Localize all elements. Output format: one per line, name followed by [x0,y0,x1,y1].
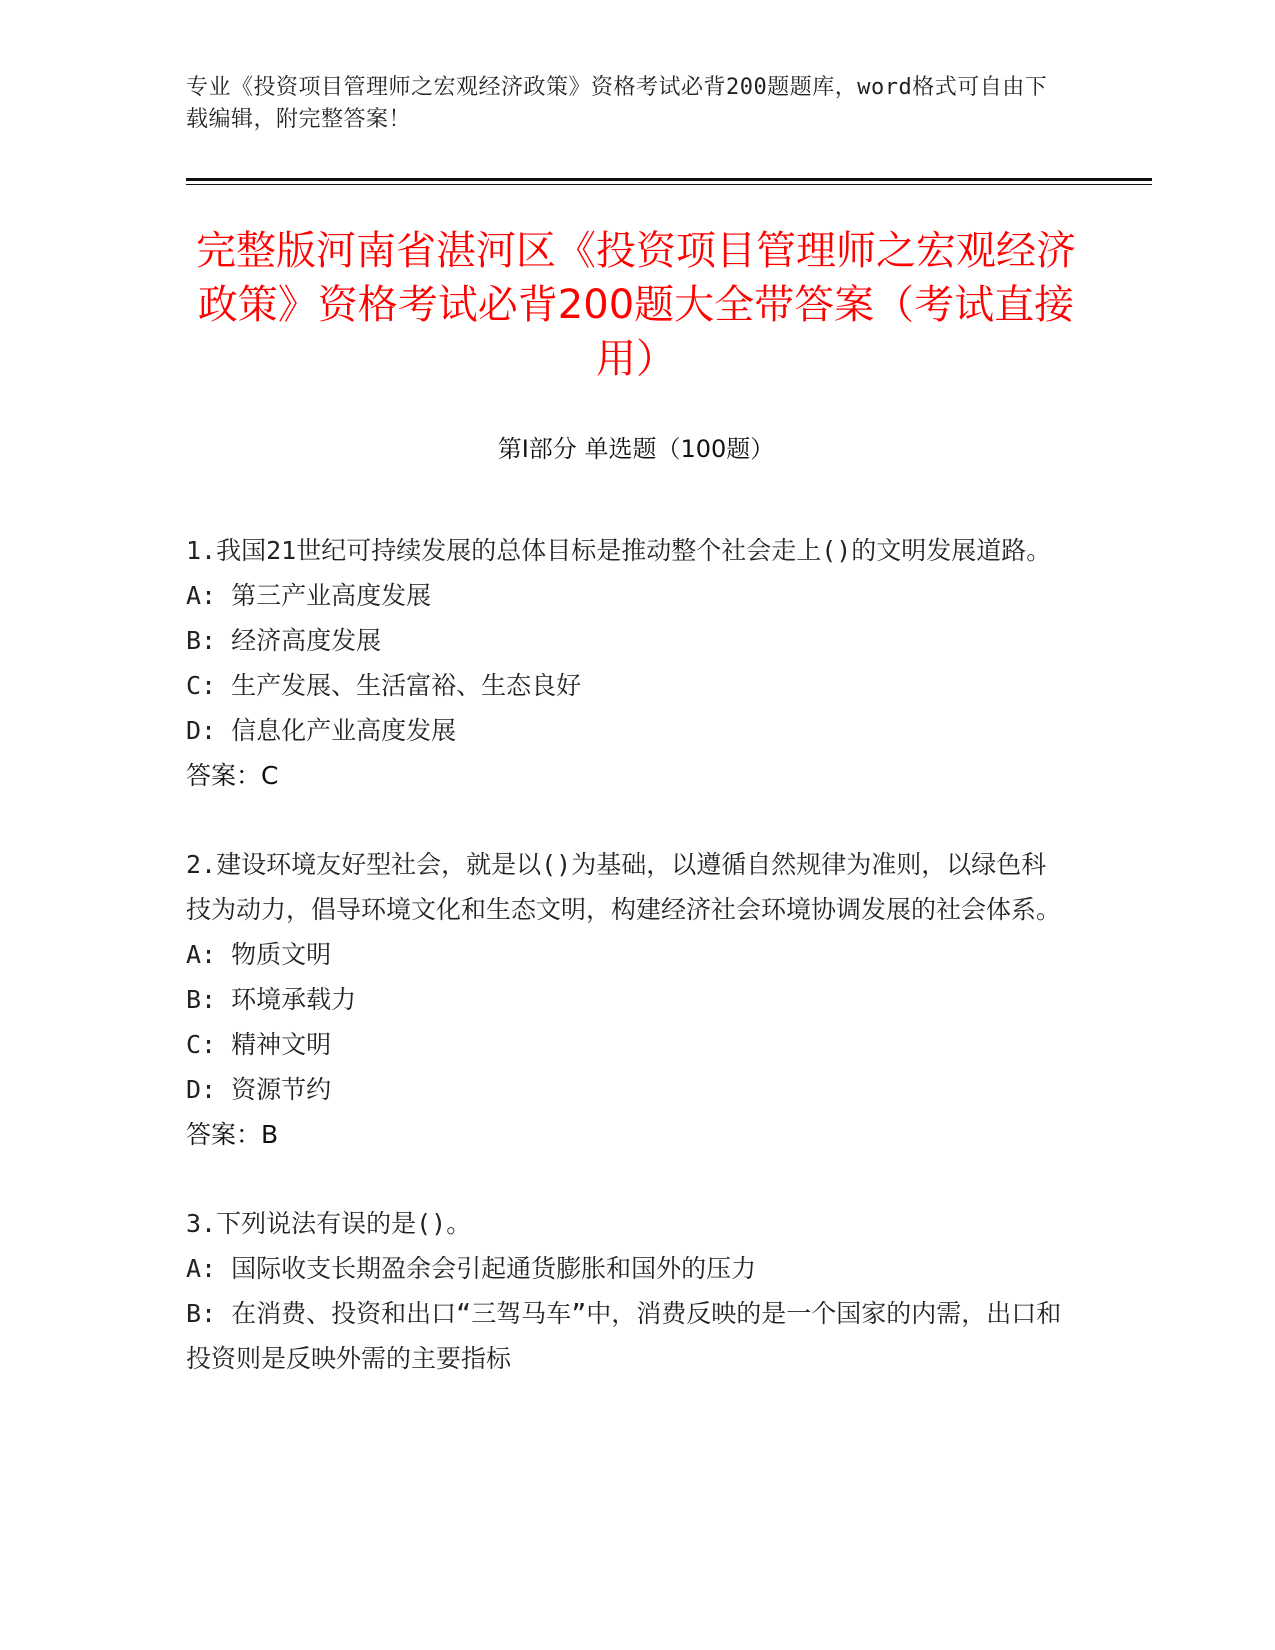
question-answer: 答案：B [186,1120,279,1149]
option-a: A: 物质文明 [186,940,332,969]
question-item [186,1201,1066,1381]
option-a: A: 国际收支长期盈余会引起通货膨胀和国外的压力 [186,1254,757,1283]
question-item [186,842,1066,1157]
option-d: D: 资源节约 [186,1075,332,1104]
question-stem: 3.下列说法有误的是()。 [186,1209,472,1238]
section-title: 第Ⅰ部分 单选题（100题） [497,435,775,463]
question-list [186,528,1066,1425]
option-b: B: 在消费、投资和出口“三驾马车”中，消费反映的是一个国家的内需，出口和投资则是反映外需的主要指标 [186,1299,1062,1373]
option-c: C: 精神文明 [186,1030,332,1059]
question-stem: 1.我国21世纪可持续发展的总体目标是推动整个社会走上()的文明发展道路。 [186,536,1052,565]
option-b: B: 环境承载力 [186,985,357,1014]
question-stem: 2.建设环境友好型社会，就是以()为基础，以遵循自然规律为准则，以绿色科技为动力，倡导环境文化和生态文明，构建经济社会环境协调发展的社会体系。 [186,850,1062,924]
option-b: B: 经济高度发展 [186,626,382,655]
option-c: C: 生产发展、生活富裕、生态良好 [186,671,582,700]
header-divider-thick [186,178,1152,181]
document-title: 完整版河南省湛河区《投资项目管理师之宏观经济政策》资格考试必背200题大全带答案（考试直接用） [196,228,1076,382]
option-d: D: 信息化产业高度发展 [186,716,457,745]
option-a: A: 第三产业高度发展 [186,581,432,610]
question-answer: 答案：C [186,761,279,790]
question-item [186,528,1066,798]
header-note: 专业《投资项目管理师之宏观经济政策》资格考试必背200题题库，word格式可自由下载编辑，附完整答案！ [186,75,1048,132]
header-divider-thin [186,184,1152,185]
